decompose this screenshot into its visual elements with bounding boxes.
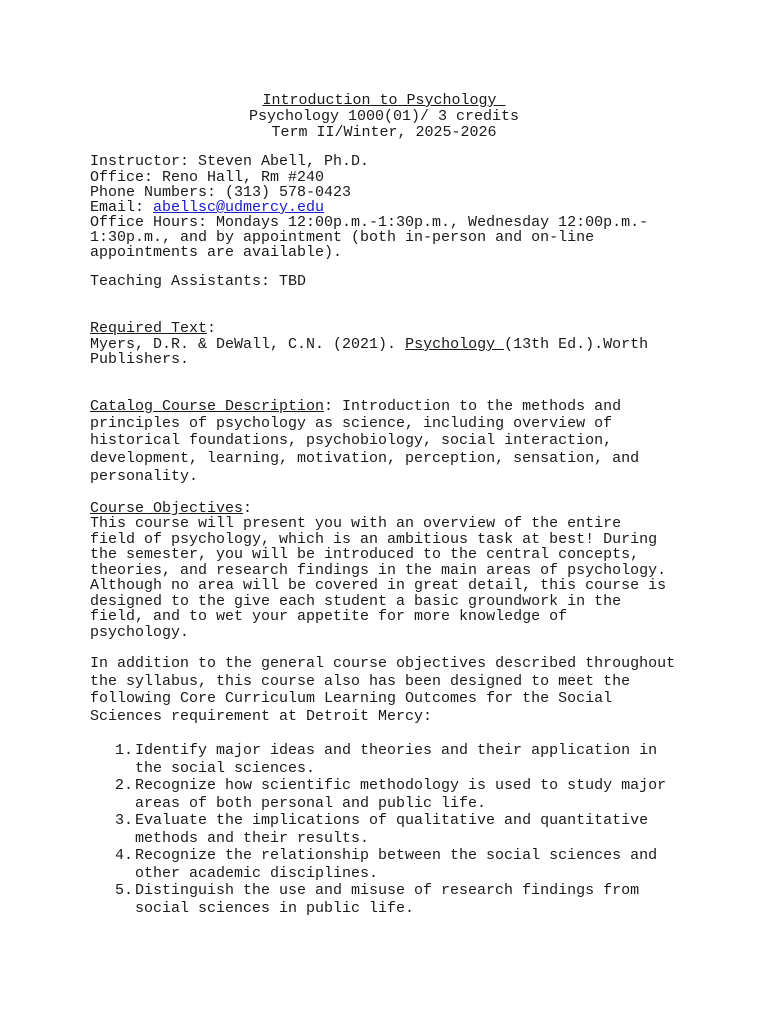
core-curriculum-line: In addition to the general course objectives described throughout	[90, 655, 676, 672]
email-link[interactable]: abellsc@udmercy.edu	[153, 199, 325, 216]
required-text-citation: Myers, D.R. & DeWall, C.N. (2021). Psychology (13th Ed.).Worth	[90, 336, 649, 353]
list-number: 2.	[114, 777, 133, 794]
catalog-description-line-3: historical foundations, psychobiology, social interaction,	[90, 432, 613, 449]
instructor-office: Office: Reno Hall, Rm #240	[90, 169, 325, 186]
objectives-heading-line: Course Objectives:	[90, 500, 253, 517]
objectives-line: Although no area will be covered in great detail, this course is	[90, 577, 667, 594]
learning-outcomes-list	[90, 742, 690, 917]
list-item: 3. Evaluate the implications of qualitative and quantitative methods and their results.	[90, 812, 690, 847]
list-number: 4.	[114, 847, 133, 864]
core-curriculum-line: following Core Curriculum Learning Outcomes for the Social	[90, 690, 613, 707]
office-hours-line-3: appointments are available).	[90, 244, 343, 261]
office-hours-line-2: 1:30p.m., and by appointment (both in-person and on-line	[90, 229, 595, 246]
objectives-line: psychology.	[90, 624, 190, 641]
list-item: 4. Recognize the relationship between the social sciences and other academic disciplines.	[90, 847, 690, 882]
catalog-description-line-2: principles of psychology as science, including overview of	[90, 415, 613, 432]
objectives-line: field, and to wet your appetite for more knowledge of	[90, 608, 568, 625]
required-text-heading-line: Required Text:	[90, 320, 217, 337]
teaching-assistants: Teaching Assistants: TBD	[90, 273, 307, 290]
core-curriculum-line: Sciences requirement at Detroit Mercy:	[90, 708, 433, 725]
objectives-heading: Course Objectives	[90, 500, 244, 517]
course-title-line	[0, 93, 768, 109]
list-number: 5.	[114, 882, 133, 899]
required-text-publisher: Publishers.	[90, 351, 190, 368]
instructor-phone: Phone Numbers: (313) 578-0423	[90, 184, 352, 201]
objectives-line: theories, and research findings in the main areas of psychology.	[90, 562, 667, 579]
book-title: Psychology	[405, 336, 505, 353]
catalog-description-line-5: personality.	[90, 468, 199, 485]
course-title: Introduction to Psychology	[262, 92, 506, 109]
objectives-line: field of psychology, which is an ambitious task at best! During	[90, 531, 658, 548]
email-label: Email:	[90, 199, 154, 216]
required-text-heading: Required Text	[90, 320, 208, 337]
objectives-line: This course will present you with an overview of the entire	[90, 515, 622, 532]
catalog-heading: Catalog Course Description	[90, 398, 325, 415]
objectives-line: the semester, you will be introduced to the central concepts,	[90, 546, 640, 563]
list-number: 3.	[114, 812, 133, 829]
core-curriculum-line: the syllabus, this course also has been designed to meet the	[90, 673, 631, 690]
objectives-line: designed to the give each student a basic groundwork in the	[90, 593, 622, 610]
list-item: 5. Distinguish the use and misuse of research findings from social sciences in public life.	[90, 882, 690, 917]
catalog-description-line-1: Catalog Course Description: Introduction to the methods and	[90, 398, 622, 415]
list-number: 1.	[114, 742, 133, 759]
course-term: Term II/Winter, 2025-2026	[271, 124, 497, 141]
course-number: Psychology 1000(01)/ 3 credits	[248, 108, 520, 125]
list-item: 2. Recognize how scientific methodology is used to study major areas of both personal and public life.	[90, 777, 690, 812]
list-item: 1. Identify major ideas and theories and their application in the social sciences.	[90, 742, 690, 777]
catalog-description-line-4: development, learning, motivation, perception, sensation, and	[90, 450, 640, 467]
instructor-name: Instructor: Steven Abell, Ph.D.	[90, 153, 370, 170]
office-hours-line-1: Office Hours: Mondays 12:00p.m.-1:30p.m., Wednesday 12:00p.m.-	[90, 214, 649, 231]
